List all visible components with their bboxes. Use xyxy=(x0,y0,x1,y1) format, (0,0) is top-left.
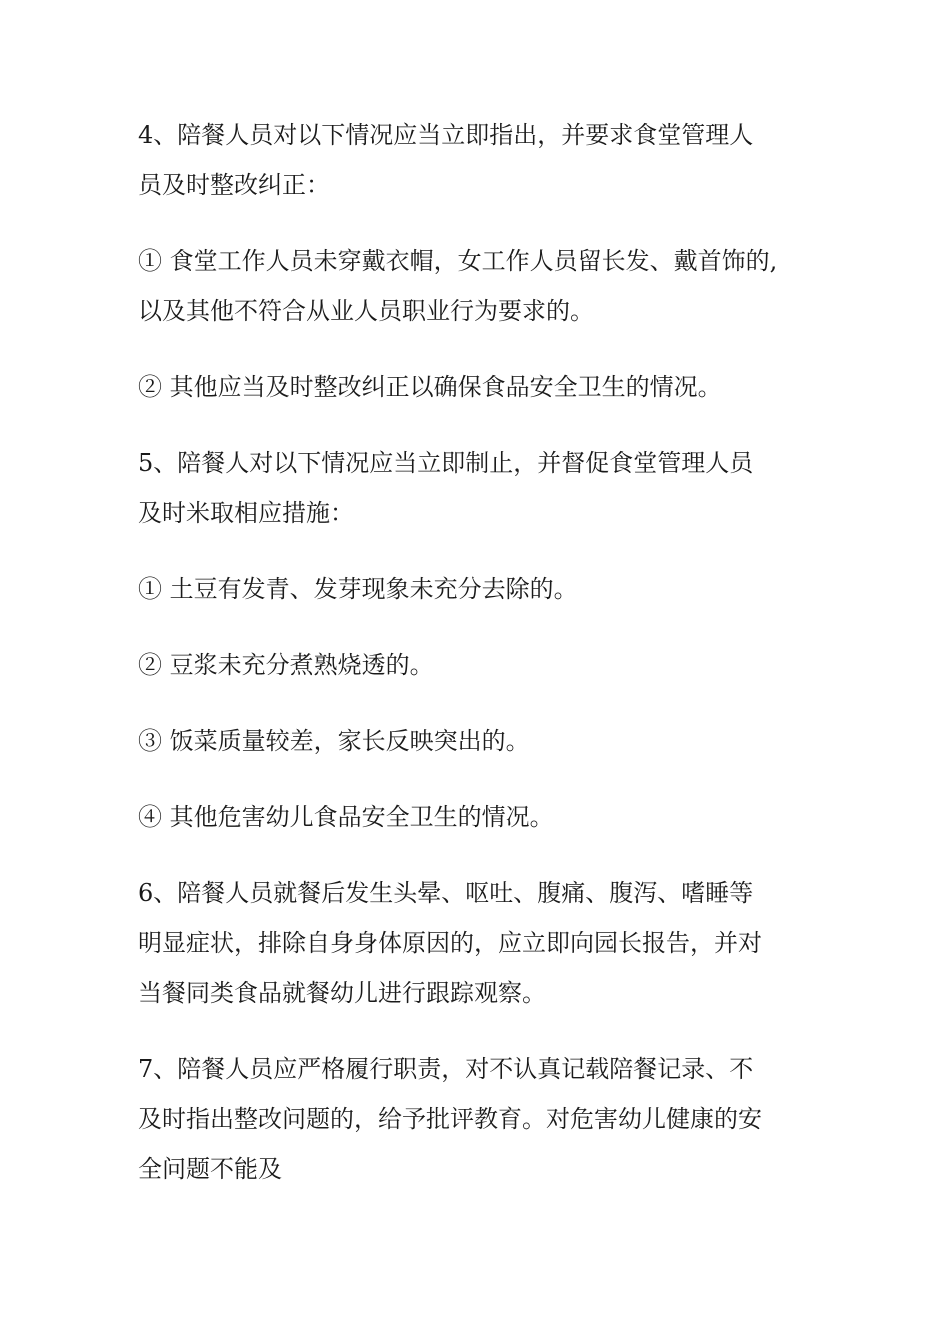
paragraph-item-7 xyxy=(138,1044,838,1194)
text-line: 6、陪餐人员就餐后发生头晕、呕吐、腹痛、腹泻、嗜睡等 xyxy=(138,879,754,907)
text-line: ① 食堂工作人员未穿戴衣帽，女工作人员留长发、戴首饰的, xyxy=(138,247,778,275)
text-line: 员及时整改纠正： xyxy=(138,171,330,199)
text-line: 以及其他不符合从业人员职业行为要求的。 xyxy=(138,297,594,325)
text-line: 4、陪餐人员对以下情况应当立即指出，并要求食堂管理人 xyxy=(138,121,754,149)
text-line: ④ 其他危害幼儿食品安全卫生的情况。 xyxy=(138,803,554,831)
text-line: 明显症状，排除自身身体原因的，应立即向园长报告，并对 xyxy=(138,929,762,957)
text-line: 及时指出整改问题的，给予批评教育。对危害幼儿健康的安 xyxy=(138,1105,762,1133)
paragraph-item-5 xyxy=(138,438,838,538)
text-line: 及时米取相应措施： xyxy=(138,499,354,527)
text-line: ② 其他应当及时整改纠正以确保食品安全卫生的情况。 xyxy=(138,373,722,401)
text-line: 5、陪餐人对以下情况应当立即制止，并督促食堂管理人员 xyxy=(138,449,754,477)
text-line: 当餐同类食品就餐幼儿进行跟踪观察。 xyxy=(138,979,546,1007)
paragraph-subitem-5-4 xyxy=(138,792,838,842)
paragraph-subitem-5-1 xyxy=(138,564,838,614)
text-line: ② 豆浆未充分煮熟烧透的。 xyxy=(138,651,434,679)
paragraph-subitem-5-3 xyxy=(138,716,838,766)
text-line: 7、陪餐人员应严格履行职责，对不认真记载陪餐记录、不 xyxy=(138,1055,754,1083)
text-line: ③ 饭菜质量较差，家长反映突出的。 xyxy=(138,727,530,755)
paragraph-item-4 xyxy=(138,110,838,210)
text-line: ① 土豆有发青、发芽现象未充分去除的。 xyxy=(138,575,578,603)
paragraph-subitem-4-1 xyxy=(138,236,838,336)
paragraph-subitem-5-2 xyxy=(138,640,838,690)
paragraph-item-6 xyxy=(138,868,838,1018)
text-line: 全问题不能及 xyxy=(138,1155,282,1183)
document-body xyxy=(138,110,838,1194)
paragraph-subitem-4-2 xyxy=(138,362,838,412)
